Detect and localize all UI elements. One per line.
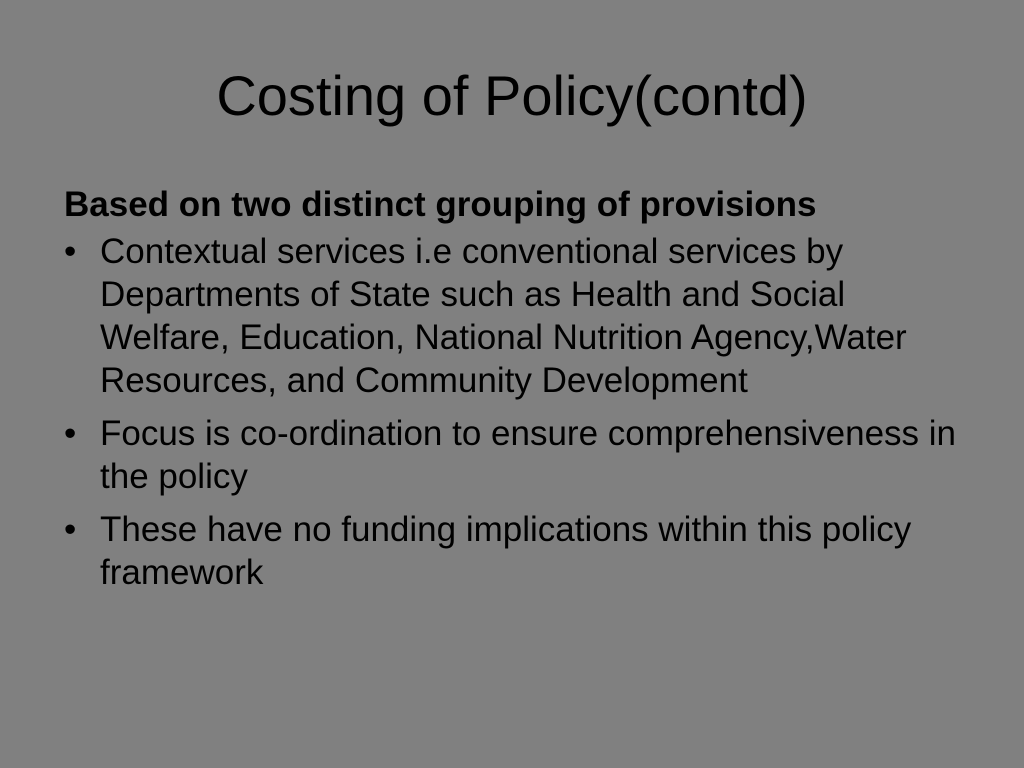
bullet-point-icon: • xyxy=(64,510,77,549)
slide-title: Costing of Policy(contd) xyxy=(216,64,808,127)
content-heading: Based on two distinct grouping of provisions xyxy=(64,185,817,224)
bullet-point-icon: • xyxy=(64,414,77,453)
bullet-point-icon: • xyxy=(64,232,77,271)
bullet-text: These have no funding implications within this policy framework xyxy=(100,510,912,592)
bullet-item xyxy=(64,230,964,402)
slide-content xyxy=(64,184,964,604)
bullet-list xyxy=(64,230,964,594)
bullet-text: Focus is co-ordination to ensure comprehensiveness in the policy xyxy=(100,414,956,496)
bullet-text: Contextual services i.e conventional services by Departments of State such as Health and Social Welfare, Education, National Nutrition Agency,Water Resources, and Community Development xyxy=(100,232,907,400)
bullet-item xyxy=(64,412,964,498)
bullet-item xyxy=(64,508,964,594)
